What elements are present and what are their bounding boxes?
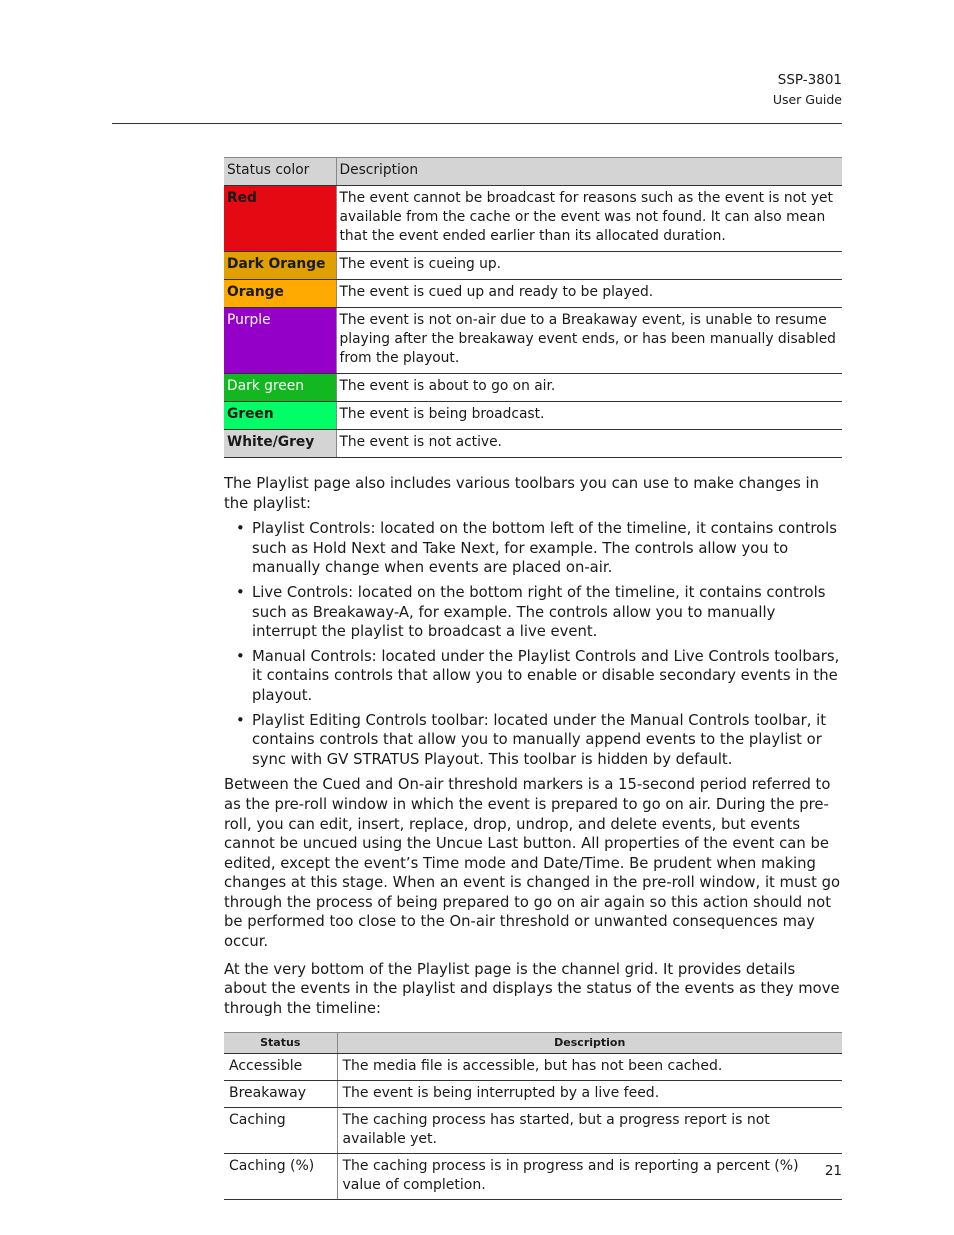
guide-title: User Guide: [772, 92, 842, 107]
table-row: [224, 374, 842, 402]
header-rule: [112, 123, 842, 124]
list-item-text: Playlist Editing Controls toolbar: located under the Manual Controls toolbar, it contains controls that allow you to manually append events to the playlist or sync with GV STRATUS Playout. This toolbar is hidden by default.: [252, 711, 827, 768]
channel-grid-table-header: [224, 1033, 842, 1054]
list-item: [224, 519, 842, 578]
bullet-glyph: •: [236, 647, 245, 665]
bullet-glyph: •: [236, 711, 245, 729]
table-row: [224, 1154, 842, 1200]
status-color-cell: White/Grey: [224, 430, 336, 458]
preroll-paragraph: Between the Cued and On-air threshold markers is a 15-second period referred to as the pre-roll window in which the event is prepared to go on air. During the pre-roll, you can edit, insert, replace, drop, undrop, and delete events, but events cannot be uncued using the Uncue Last button. All properties of the event can be edited, except the event’s Time mode and Date/Time. Be prudent when making changes at this stage. When an event is changed in the pre-roll window, it must go through the process of being prepared to go on air again so this action should not be performed too close to the On-air threshold or unwanted consequences may occur.: [224, 776, 841, 951]
grid-status-cell: Caching (%): [224, 1154, 337, 1200]
column-header-status: Status: [224, 1033, 337, 1054]
status-color-cell: Orange: [224, 280, 336, 308]
status-color-table-body: [224, 186, 842, 458]
status-color-table-header: [224, 158, 842, 186]
table-row: [224, 430, 842, 458]
status-color-table: [224, 157, 842, 458]
status-description-cell: The event is being broadcast.: [336, 402, 842, 430]
list-item: [224, 711, 842, 770]
table-row: [224, 280, 842, 308]
channel-grid-table-body: [224, 1054, 842, 1200]
grid-description-cell: The caching process has started, but a progress report is not available yet.: [337, 1108, 842, 1154]
grid-description-cell: The caching process is in progress and is reporting a percent (%) value of completion.: [337, 1154, 842, 1200]
status-color-cell: Red: [224, 186, 336, 252]
status-description-cell: The event is cueing up.: [336, 252, 842, 280]
grid-status-cell: Caching: [224, 1108, 337, 1154]
grid-description-cell: The media file is accessible, but has not been cached.: [337, 1054, 842, 1081]
channel-grid-paragraph: At the very bottom of the Playlist page is the channel grid. It provides details about the events in the playlist and displays the status of the events as they move through the timeline:: [224, 960, 840, 1017]
list-item-text: Playlist Controls: located on the bottom left of the timeline, it contains controls such as Hold Next and Take Next, for example. The controls allow you to manually change when events are placed on-air.: [252, 520, 838, 577]
list-item-text: Live Controls: located on the bottom right of the timeline, it contains controls such as Breakaway-A, for example. The controls allow you to manually interrupt the playlist to broadcast a live event.: [252, 583, 826, 641]
table-row: [224, 402, 842, 430]
status-description-cell: The event is not active.: [336, 430, 842, 458]
grid-status-cell: Breakaway: [224, 1081, 337, 1108]
list-item-text: Manual Controls: located under the Playlist Controls and Live Controls toolbars, it contains controls that allow you to enable or disable secondary events in the playout.: [252, 647, 840, 704]
table-row: [224, 1054, 842, 1081]
column-header-status-color: Status color: [224, 158, 336, 186]
status-color-cell: Purple: [224, 308, 336, 374]
status-color-cell: Dark green: [224, 374, 336, 402]
grid-status-cell: Accessible: [224, 1054, 337, 1081]
toolbar-list: [224, 519, 842, 769]
column-header-description: Description: [336, 158, 842, 186]
status-description-cell: The event is not on-air due to a Breakaway event, is unable to resume playing after the breakaway event ends, or has been manually disabled from the playout.: [336, 308, 842, 374]
page-number: 21: [824, 1163, 842, 1179]
table-row: [224, 186, 842, 252]
bullet-glyph: •: [236, 583, 245, 601]
product-name: SSP-3801: [777, 72, 842, 88]
table-row: [224, 1108, 842, 1154]
toolbars-intro: The Playlist page also includes various toolbars you can use to make changes in the playlist:: [224, 475, 819, 512]
status-description-cell: The event is cued up and ready to be played.: [336, 280, 842, 308]
status-color-cell: Green: [224, 402, 336, 430]
table-row: [224, 252, 842, 280]
list-item: [224, 583, 842, 642]
page-header: [773, 71, 842, 109]
list-item: [224, 647, 842, 706]
bullet-glyph: •: [236, 520, 245, 538]
status-description-cell: The event cannot be broadcast for reasons such as the event is not yet available from the cache or the event was not found. It can also mean that the event ended earlier than its allocated duration.: [336, 186, 842, 252]
table-row: [224, 1081, 842, 1108]
status-color-cell: Dark Orange: [224, 252, 336, 280]
table-row: [224, 308, 842, 374]
channel-grid-status-table: [224, 1032, 842, 1200]
page-content: [224, 157, 842, 1200]
status-description-cell: The event is about to go on air.: [336, 374, 842, 402]
grid-description-cell: The event is being interrupted by a live feed.: [337, 1081, 842, 1108]
column-header-description: Description: [337, 1033, 842, 1054]
